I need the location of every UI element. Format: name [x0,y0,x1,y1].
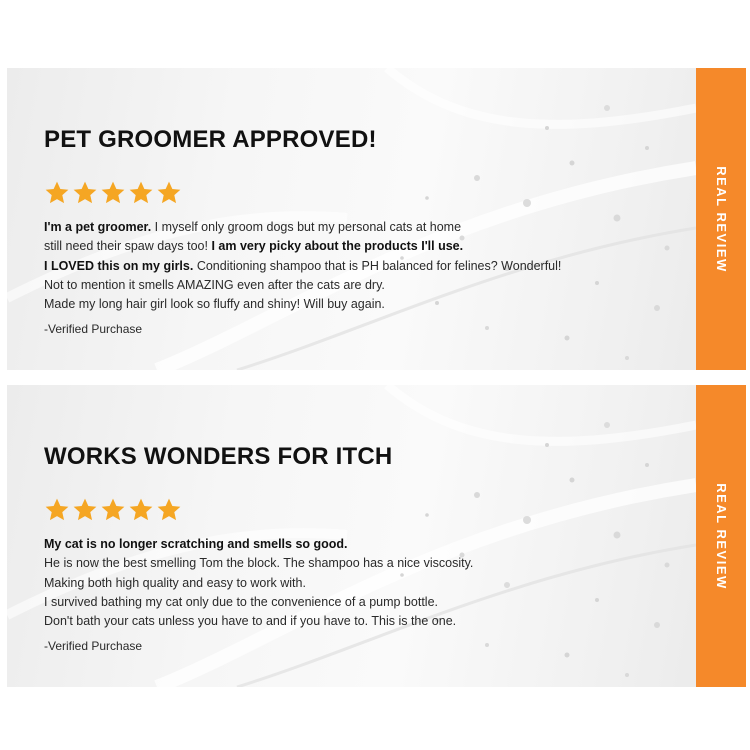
review-line: still need their spaw days too! I am very picky about the products I'll use. [44,239,464,254]
review-line: Making both high quality and easy to work with. [44,575,306,590]
star-icon [100,497,126,523]
review-card [7,385,746,687]
star-rating [44,180,644,206]
review-line: I survived bathing my cat only due to the convenience of a pump bottle. [44,594,438,609]
star-icon [44,497,70,523]
review-card [7,68,746,370]
verified-purchase-label: -Verified Purchase [44,322,143,337]
real-review-label: REAL REVIEW [713,482,729,590]
real-review-badge [696,385,746,687]
review-body [44,535,644,631]
review-line: Don't bath your cats unless you have to and if you have to. This is the one. [44,614,457,629]
review-line: Made my long hair girl look so fluffy and shiny! Will buy again. [44,297,385,312]
star-icon [100,180,126,206]
star-icon [72,180,98,206]
review-line: He is now the best smelling Tom the block. The shampoo has a nice viscosity. [44,556,474,571]
star-icon [44,180,70,206]
review-line: My cat is no longer scratching and smells so good. [44,537,348,551]
star-icon [156,497,182,523]
star-icon [72,497,98,523]
star-rating [44,497,644,523]
real-review-badge [696,68,746,370]
review-content [44,126,644,336]
review-line: Not to mention it smells AMAZING even after the cats are dry. [44,277,385,292]
verified-purchase-label: -Verified Purchase [44,639,143,654]
review-body [44,218,644,314]
review-line: I LOVED this on my girls. Conditioning shampoo that is PH balanced for felines? Wonderful! [44,258,562,273]
real-review-label: REAL REVIEW [713,165,729,273]
review-content [44,443,644,653]
review-title: PET GROOMER APPROVED! [44,126,377,153]
star-icon [128,497,154,523]
star-icon [156,180,182,206]
star-icon [128,180,154,206]
review-title: WORKS WONDERS FOR ITCH [44,443,393,470]
review-line: I'm a pet groomer. I myself only groom dogs but my personal cats at home [44,220,462,234]
